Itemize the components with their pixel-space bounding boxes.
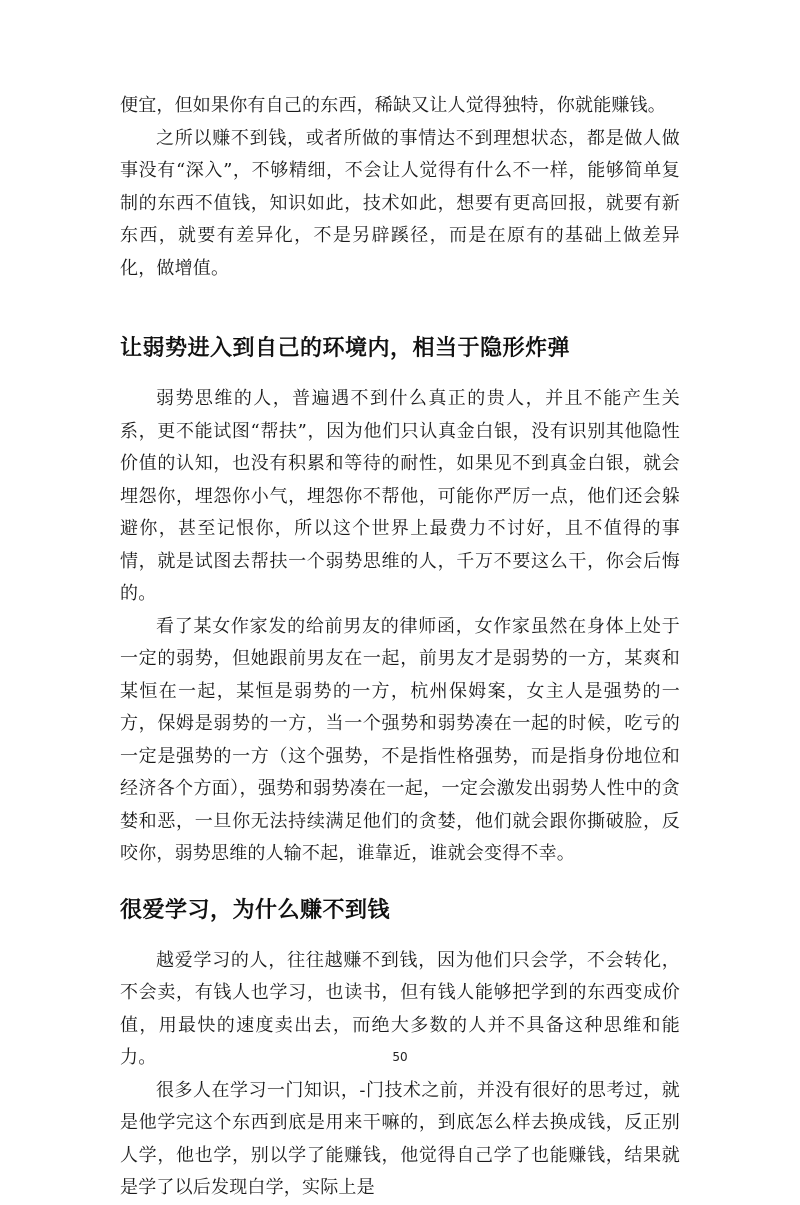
body-paragraph: 越爱学习的人，往往越赚不到钱，因为他们只会学，不会转化，不会卖，有钱人也学习，也读书，但有钱人能够把学到的东西变成价值，用最快的速度卖出去，而绝大多数的人并不具备这种思维和能力。 <box>120 949 680 1068</box>
body-paragraph: 很多人在学习一门知识，-门技术之前，并没有很好的思考过，就是他学完这个东西到底是用来干嘛的，到底怎么样去换成钱，反正别人学，他也学，别以学了能赚钱，他觉得自己学了也能赚钱，结果就是学了以后发现白学，实际上是 <box>120 1079 680 1198</box>
body-paragraph: 便宜，但如果你有自己的东西，稀缺又让人觉得独特，你就能赚钱。 <box>120 95 666 116</box>
body-paragraph: 弱势思维的人，普遍遇不到什么真正的贵人，并且不能产生关系，更不能试图“帮扶”，因为他们只认真金白银，没有识别其他隐性价值的认知，也没有积累和等待的耐性，如果见不到真金白银，就会埋怨你，埋怨你小气，埋怨你不帮他，可能你严厉一点，他们还会躲避你，甚至记恨你，所以这个世界上最费力不讨好，且不值得的事情，就是试图去帮扶一个弱势思维的人，千万不要这么干，你会后悔的。 <box>120 388 680 604</box>
body-paragraph: 之所以赚不到钱，或者所做的事情达不到理想状态，都是做人做事没有“深入”，不够精细，不会让人觉得有什么不一样，能够简单复制的东西不值钱，知识如此，技术如此，想要有更高回报，就要有新东西，就要有差异化，不是另辟蹊径，而是在原有的基础上做差异化，做增值。 <box>120 127 680 279</box>
document-page <box>120 90 680 1205</box>
section-heading: 很爱学习，为什么赚不到钱 <box>120 897 391 923</box>
page-number: 50 <box>392 1050 408 1064</box>
body-paragraph: 看了某女作家发的给前男友的律师函，女作家虽然在身体上处于一定的弱势，但她跟前男友在一起，前男友才是弱势的一方，某爽和某恒在一起，某恒是弱势的一方，杭州保姆案，女主人是强势的一方，保姆是弱势的一方，当一个强势和弱势凑在一起的时候，吃亏的一定是强势的一方（这个强势，不是指性格强势，而是指身份地位和经济各个方面），强势和弱势凑在一起，一定会激发出弱势人性中的贪婪和恶，一旦你无法持续满足他们的贪婪，他们就会跟你撕破脸，反咬你，弱势思维的人输不起，谁靠近，谁就会变得不幸。 <box>120 615 680 864</box>
section-heading: 让弱势进入到自己的环境内，相当于隐形炸弹 <box>120 336 571 361</box>
